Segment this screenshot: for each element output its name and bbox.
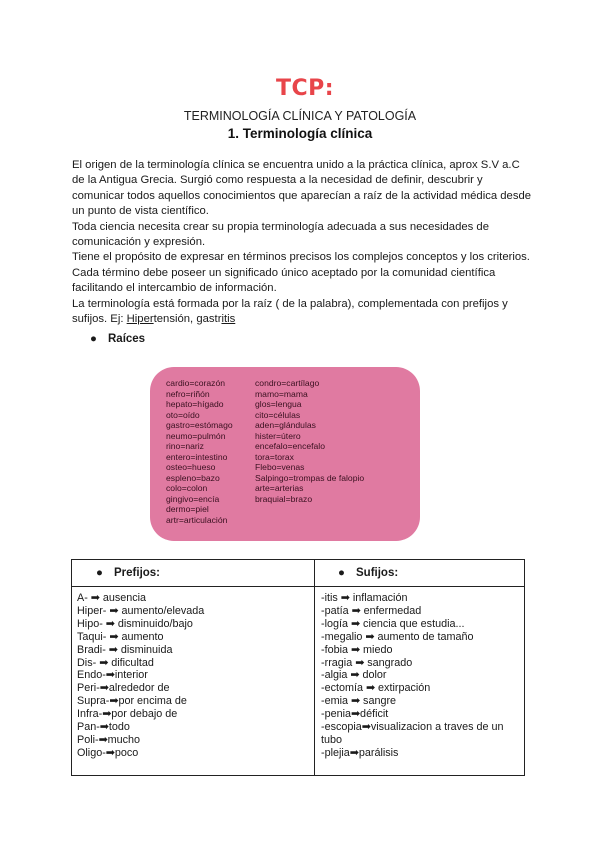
- raices-heading: [90, 333, 145, 345]
- root-item: glos=lengua: [255, 399, 302, 409]
- prefix-item: Poli-➡mucho: [77, 733, 141, 746]
- bullet-icon: ●: [338, 567, 345, 579]
- prefix-item: Supra-➡por encima de: [77, 695, 187, 708]
- prefix-item: Bradi- ➡ disminuida: [77, 643, 173, 656]
- column-divider: [314, 560, 315, 775]
- bullet-icon: ●: [96, 567, 103, 579]
- affixes-table: [71, 559, 525, 776]
- root-item: oto=oído: [166, 409, 200, 420]
- root-item: condro=cartílago: [255, 378, 320, 388]
- suffix-item: -algia ➡ dolor: [321, 669, 387, 682]
- prefijos-header: [96, 567, 160, 579]
- root-item: tora=torax: [255, 451, 294, 462]
- root-item: rino=nariz: [166, 441, 204, 451]
- suffix-item: -emia ➡ sangre: [321, 695, 397, 708]
- prefix-item: Taqui- ➡ aumento: [77, 630, 164, 643]
- roots-column-1: [166, 378, 233, 525]
- structure-text: La terminología está formada por la raíz ( de la palabra), complementada con prefijos y sufijos. Ej:: [72, 297, 508, 326]
- root-item: cardio=corazón: [166, 378, 225, 388]
- root-item: gastro=estómago: [166, 420, 233, 430]
- prefijos-list: [77, 592, 204, 760]
- root-item: braquial=brazo: [255, 493, 313, 504]
- root-item: mamo=mama: [255, 388, 308, 399]
- root-item: colo=colon: [166, 483, 208, 493]
- root-item: arte=arterias: [255, 483, 304, 493]
- root-item: dermo=piel: [166, 504, 209, 514]
- bullet-icon: ●: [90, 333, 97, 345]
- root-item: artr=articulación: [166, 514, 228, 525]
- example-rest: tensión,: [153, 313, 197, 326]
- root-item: Salpingo=trompas de falopio: [255, 472, 365, 483]
- root-item: neumo=pulmón: [166, 430, 226, 441]
- suffix-item: -logía ➡ ciencia que estudia...: [321, 617, 465, 630]
- sufijos-title: Sufijos:: [356, 567, 399, 579]
- root-item: osteo=hueso: [166, 462, 216, 472]
- suffix-item: -escopia➡visualizacion a traves de un: [321, 721, 504, 734]
- tcp-logo: TCP:: [276, 76, 335, 101]
- prefix-item: Hiper- ➡ aumento/elevada: [77, 604, 205, 617]
- prefix-item: Peri-➡alrededor de: [77, 682, 170, 695]
- example-root: gastr: [196, 313, 222, 326]
- suffix-item: -penia➡déficit: [321, 708, 389, 721]
- root-item: cito=células: [255, 409, 301, 420]
- paragraph-origin: El origen de la terminología clínica se encuentra unido a la práctica clínica, aprox S.V a.C de la Antigua Grecia. Surgió como respuesta a la necesidad de definir, descubrir y comunicar todos aquellos conocimientos que aparecían a raíz de la actividad médica desde un punto de vista científico.: [72, 159, 532, 218]
- sufijos-list: [321, 592, 504, 760]
- suffix-item: -rragia ➡ sangrado: [321, 656, 413, 669]
- example-prefix: Hiper: [126, 313, 154, 326]
- roots-column-2: [255, 378, 364, 504]
- root-item: aden=glándulas: [255, 420, 316, 430]
- suffix-item: -patía ➡ enfermedad: [321, 604, 422, 617]
- root-item: Flebo=venas: [255, 462, 305, 472]
- root-item: entero=intestino: [166, 451, 228, 462]
- raices-title: Raíces: [108, 333, 146, 345]
- suffix-item: -plejia➡parálisis: [321, 746, 399, 759]
- sufijos-header: [338, 567, 398, 579]
- root-item: hister=útero: [255, 430, 301, 441]
- suffix-item: tubo: [321, 733, 343, 746]
- suffix-item: -fobia ➡ miedo: [321, 643, 393, 656]
- root-item: espleno=bazo: [166, 472, 220, 483]
- section-title: 1. Terminología clínica: [227, 126, 373, 141]
- intro-text: [72, 158, 534, 327]
- paragraph-structure: [72, 297, 534, 328]
- prefijos-title: Prefijos:: [114, 567, 161, 579]
- prefix-item: Dis- ➡ dificultad: [77, 656, 154, 669]
- root-item: hepato=hígado: [166, 399, 224, 409]
- suffix-item: -ectomía ➡ extirpación: [321, 682, 431, 695]
- document-subtitle: TERMINOLOGÍA CLÍNICA Y PATOLOGÍA: [183, 109, 417, 123]
- suffix-item: -megalio ➡ aumento de tamaño: [321, 630, 474, 643]
- paragraph-purpose: Tiene el propósito de expresar en términos precisos los complejos conceptos y los criterios.: [72, 251, 530, 264]
- root-item: encefalo=encefalo: [255, 441, 326, 451]
- prefix-item: Pan-➡todo: [77, 721, 130, 734]
- root-item: nefro=riñón: [166, 388, 210, 399]
- root-item: gingivo=encía: [166, 493, 220, 504]
- suffix-item: -itis ➡ inflamación: [321, 592, 408, 604]
- prefix-item: A- ➡ ausencia: [77, 592, 147, 604]
- prefix-item: Oligo-➡poco: [77, 746, 139, 759]
- example-suffix: itis: [221, 313, 236, 326]
- prefix-item: Endo-➡interior: [77, 669, 148, 682]
- paragraph-science: Toda ciencia necesita crear su propia terminología adecuada a sus necesidades de comunicación y expresión.: [72, 220, 489, 249]
- prefix-item: Infra-➡por debajo de: [77, 708, 178, 721]
- prefix-item: Hipo- ➡ disminuido/bajo: [77, 617, 193, 630]
- paragraph-meaning: Cada término debe poseer un significado único aceptado por la comunidad científica facilitando el intercambio de información.: [72, 266, 496, 295]
